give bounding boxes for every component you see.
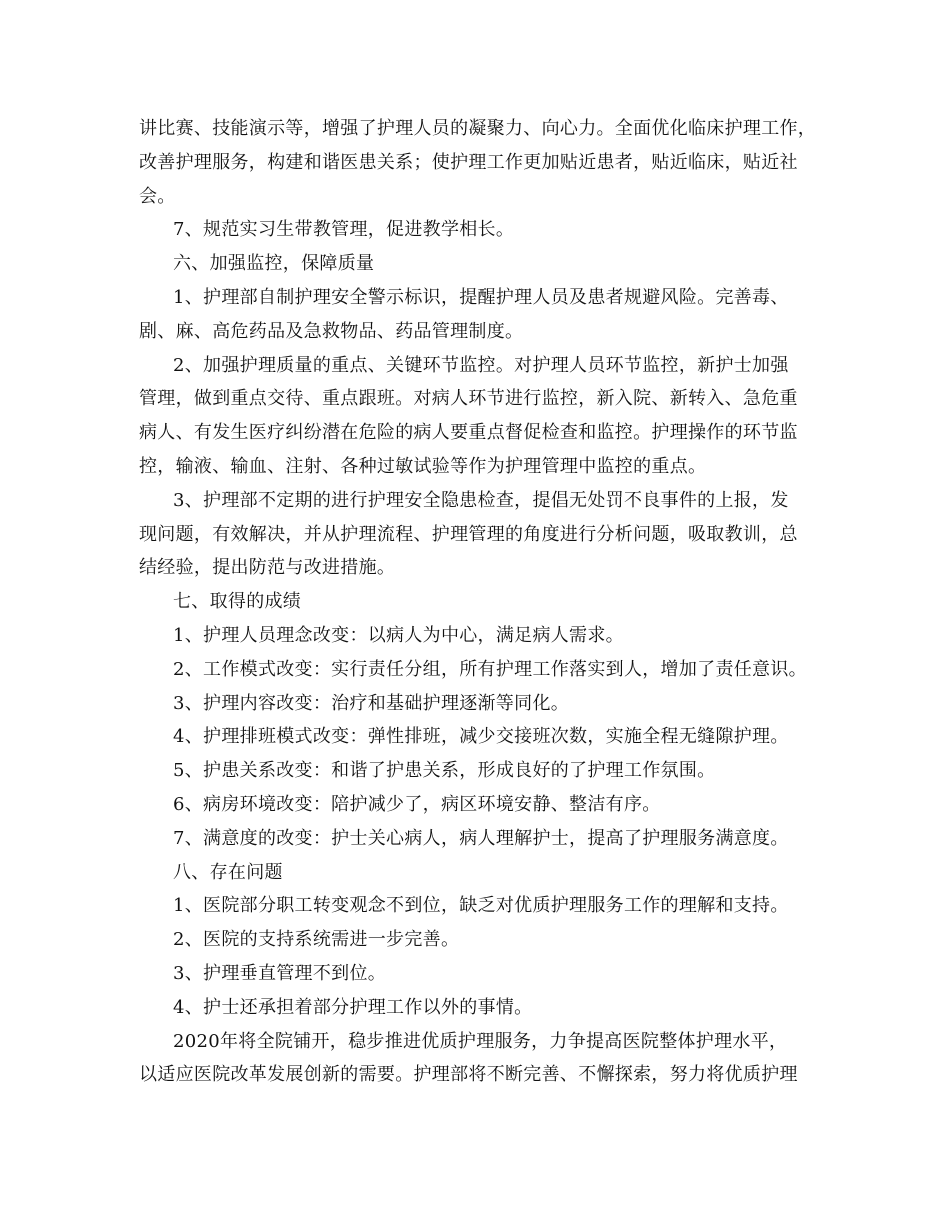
text-line: 7、规范实习生带教管理，促进教学相长。	[173, 219, 515, 241]
text-line: 八、存在问题	[173, 861, 283, 883]
text-line: 2、医院的支持系统需进一步完善。	[173, 929, 460, 951]
document-body	[139, 112, 817, 1092]
text-line: 六、加强监控，保障质量	[173, 253, 375, 275]
text-line: 2020年将全院铺开，稳步推进优质护理服务，力争提高医院整体护理水平，	[173, 1030, 788, 1052]
text-line: 4、护理排班模式改变：弹性排班，减少交接班次数，实施全程无缝隙护理。	[173, 726, 789, 748]
text-line: 改善护理服务，构建和谐医患关系；使护理工作更加贴近患者，贴近临床，贴近社	[139, 151, 798, 173]
text-line: 病人、有发生医疗纠纷潜在危险的病人要重点督促检查和监控。护理操作的环节监	[139, 422, 798, 444]
text-line: 3、护理部不定期的进行护理安全隐患检查，提倡无处罚不良事件的上报，发	[173, 489, 789, 511]
text-line: 现问题，有效解决，并从护理流程、护理管理的角度进行分析问题，吸取教训，总	[139, 523, 798, 545]
text-line: 管理，做到重点交待、重点跟班。对病人环节进行监控，新入院、新转入、急危重	[139, 388, 798, 410]
text-line: 讲比赛、技能演示等，增强了护理人员的凝聚力、向心力。全面优化临床护理工作，	[139, 118, 817, 139]
text-line: 1、护理部自制护理安全警示标识，提醒护理人员及患者规避风险。完善毒、	[173, 286, 789, 308]
text-line: 1、护理人员理念改变：以病人为中心，满足病人需求。	[173, 624, 624, 646]
text-line: 3、护理内容改变：治疗和基础护理逐渐等同化。	[173, 692, 570, 714]
text-line: 4、护士还承担着部分护理工作以外的事情。	[173, 996, 533, 1018]
text-line: 控，输液、输血、注射、各种过敏试验等作为护理管理中监控的重点。	[139, 455, 707, 477]
text-line: 七、取得的成绩	[173, 591, 302, 613]
text-line: 7、满意度的改变：护士关心病人，病人理解护士，提高了护理服务满意度。	[173, 827, 789, 849]
text-line: 2、加强护理质量的重点、关键环节监控。对护理人员环节监控，新护士加强	[173, 354, 789, 376]
text-line: 以适应医院改革发展创新的需要。护理部将不断完善、不懈探索，努力将优质护理	[139, 1064, 798, 1086]
text-line: 5、护患关系改变：和谐了护患关系，形成良好的了护理工作氛围。	[173, 760, 716, 782]
text-line: 结经验，提出防范与改进措施。	[139, 557, 396, 579]
text-line: 6、病房环境改变：陪护减少了，病区环境安静、整洁有序。	[173, 793, 661, 815]
text-line: 3、护理垂直管理不到位。	[173, 962, 387, 984]
text-line: 1、医院部分职工转变观念不到位，缺乏对优质护理服务工作的理解和支持。	[173, 895, 789, 917]
text-line: 2、工作模式改变：实行责任分组，所有护理工作落实到人，增加了责任意识。	[173, 658, 807, 680]
text-line: 会。	[139, 185, 176, 207]
text-line: 剧、麻、高危药品及急救物品、药品管理制度。	[139, 320, 524, 342]
